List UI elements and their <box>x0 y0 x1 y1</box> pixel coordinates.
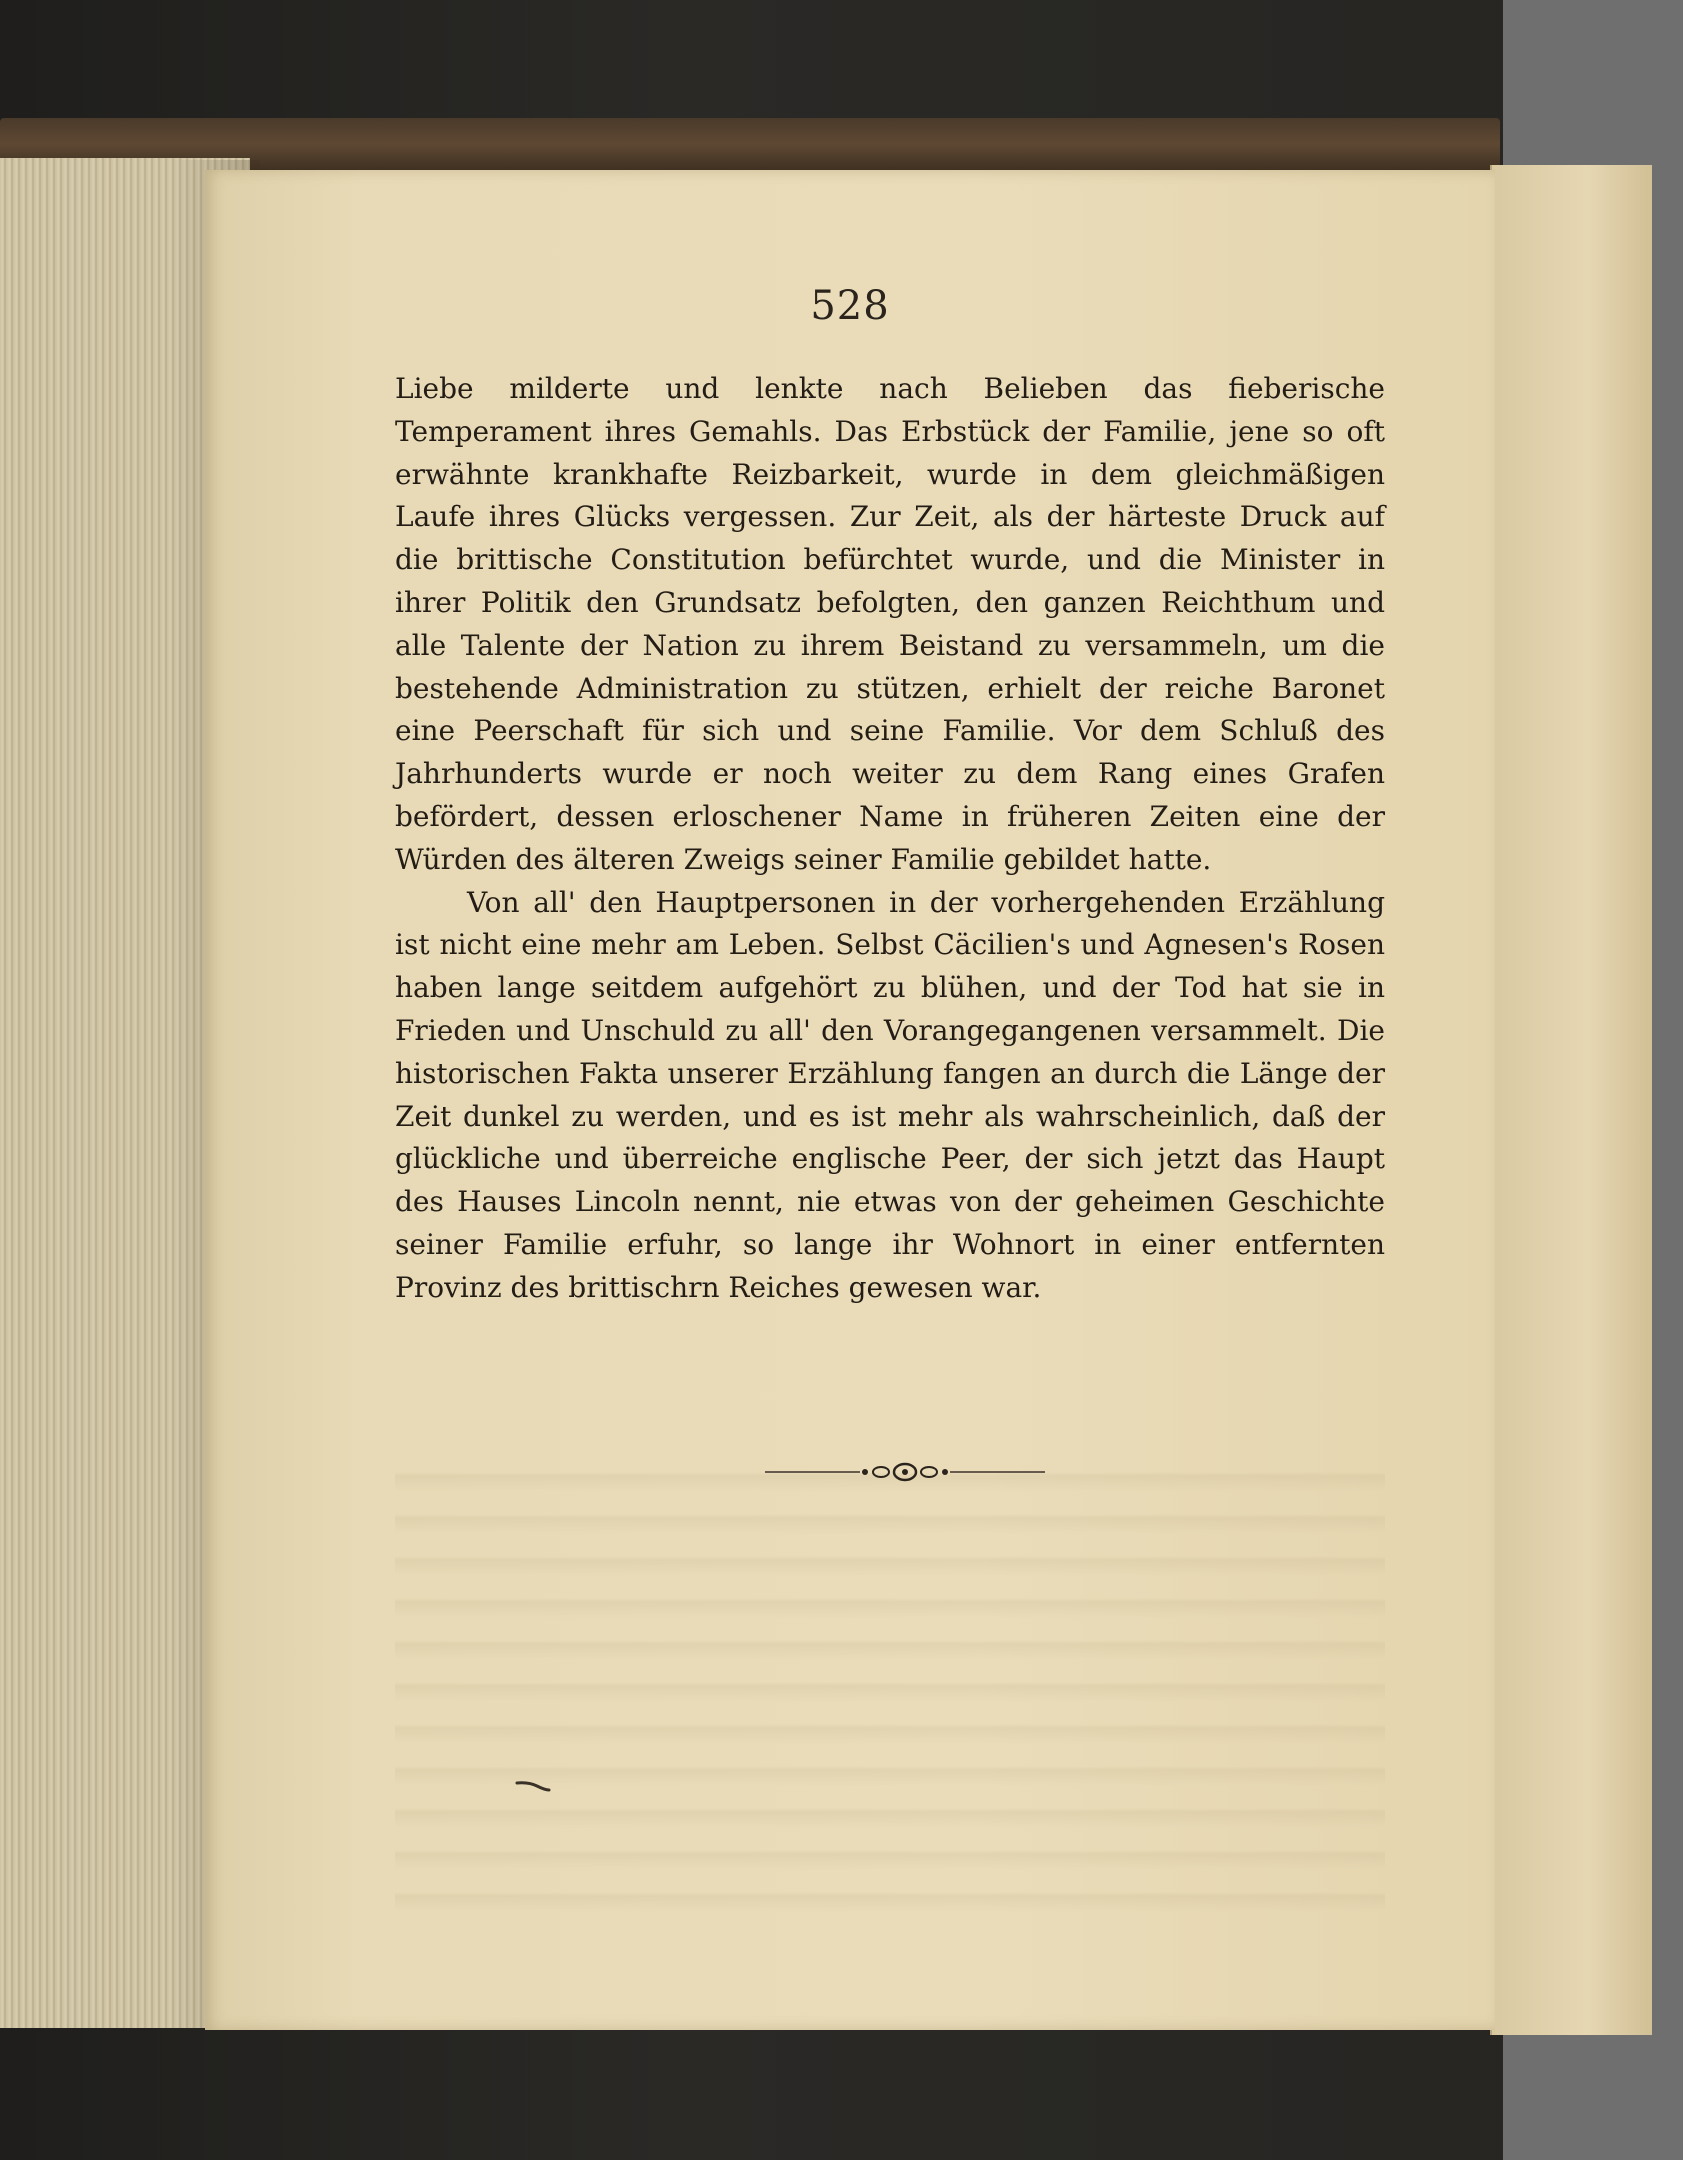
book-page <box>205 170 1495 2030</box>
paragraph-1: Liebe milderte und lenkte nach Belieben das fieberische Temperament ihres Gemahls. Das Erbstück der Familie, jene so oft erwähnte krankhafte Reizbarkeit, wurde in dem gleichmäßigen Laufe ihres Glücks vergessen. Zur Zeit, als der härteste Druck auf die brittische Constitution befürchtet wurde, und die Minister in ihrer Politik den Grundsatz befolgten, den ganzen Reichthum und alle Talente der Nation zu ihrem Beistand zu versammeln, um die bestehende Administration zu stützen, erhielt der reiche Baronet eine Peerschaft für sich und seine Familie. Vor dem Schluß des Jahrhunderts wurde er noch weiter zu dem Rang eines Grafen befördert, dessen erloschener Name in früheren Zeiten eine der Würden des älteren Zweigs seiner Familie gebildet hatte. <box>395 372 1385 876</box>
ink-smudge <box>515 1780 551 1792</box>
paragraph-2: Von all' den Hauptpersonen in der vorhergehenden Erzählung ist nicht eine mehr am Leben. Selbst Cäcilien's und Agnesen's Rosen haben lange seitdem aufgehört zu blühen, und der Tod hat sie in Frieden und Unschuld zu all' den Vorangegangenen versammelt. Die historischen Fakta unserer Erzählung fangen an durch die Länge der Zeit dunkel zu werden, und es ist mehr als wahrscheinlich, daß der glückliche und überreiche englische Peer, der sich jetzt das Haupt des Hauses Lincoln nennt, nie etwas von der geheimen Geschichte seiner Familie erfuhr, so lange ihr Wohnort in einer entfernten Provinz des brittischrn Reiches gewesen war. <box>395 885 1385 1304</box>
end-ornament-icon <box>765 1460 1045 1484</box>
show-through-text <box>395 1450 1385 1930</box>
page-number: 528 <box>810 283 890 329</box>
facing-page-edge <box>1490 165 1652 2035</box>
page-body <box>395 368 1385 1310</box>
